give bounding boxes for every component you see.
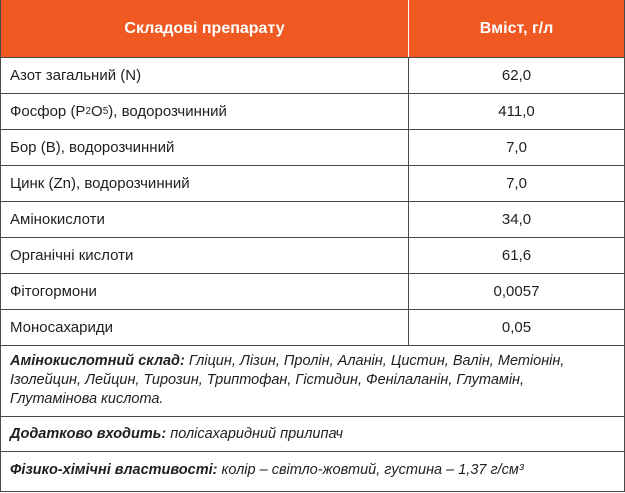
table-row — [1, 129, 624, 165]
component-name: Фосфор (P 2 O 5 ), водорозчинний — [1, 94, 409, 129]
component-value: 62,0 — [501, 67, 532, 84]
component-value: 0,0057 — [493, 283, 540, 300]
component-name: Моносахариди — [1, 310, 409, 345]
amino-acid-composition-note — [1, 345, 624, 416]
component-name: Амінокислоти — [1, 202, 409, 237]
note-label: Амінокислотний склад: — [10, 353, 185, 369]
table-row — [1, 237, 624, 273]
component-name-part: ), водорозчинний — [108, 103, 227, 120]
header-content-value: Вміст, г/л — [479, 19, 554, 37]
component-value: 61,6 — [501, 247, 532, 264]
note-text — [10, 426, 343, 442]
additional-content-note — [1, 416, 624, 451]
note-text — [10, 462, 524, 478]
component-name: Цинк (Zn), водорозчинний — [1, 166, 409, 201]
component-value: 7,0 — [506, 175, 527, 192]
table-header — [1, 0, 624, 57]
header-component-name: Складові препарату — [1, 0, 409, 57]
note-label: Фізико-хімічні властивості: — [10, 461, 218, 478]
physical-properties-note — [1, 451, 624, 487]
table-row — [1, 93, 624, 129]
component-value: 7,0 — [506, 139, 527, 156]
table-row — [1, 57, 624, 93]
component-name: Бор (B), водорозчинний — [1, 130, 409, 165]
note-body: Гліцин, Лізин, Пролін, Аланін, Цистин, Валін, Метіонін, Ізолейцин, Лейцин, Тирозин, Триптофан, Гістидин, Фенілаланін, Глутамін, Глутамінова кислота. — [10, 353, 565, 407]
note-text — [10, 352, 615, 409]
table-row — [1, 309, 624, 345]
note-body: колір – світло-жовтий, густина – 1,37 г/см³ — [217, 461, 524, 478]
component-name-part: O — [91, 103, 103, 120]
table-row — [1, 165, 624, 201]
table-row — [1, 273, 624, 309]
component-name: Фітогормони — [1, 274, 409, 309]
component-name: Азот загальний (N) — [1, 58, 409, 93]
note-label: Додатково входить: — [10, 426, 167, 442]
table-row — [1, 201, 624, 237]
component-value: 0,05 — [501, 319, 532, 336]
component-name: Органічні кислоти — [1, 238, 409, 273]
component-value: 34,0 — [501, 211, 532, 228]
component-value: 411,0 — [498, 103, 535, 120]
note-body: полісахаридний прилипач — [166, 426, 344, 442]
component-name-part: Фосфор (P — [10, 103, 86, 120]
